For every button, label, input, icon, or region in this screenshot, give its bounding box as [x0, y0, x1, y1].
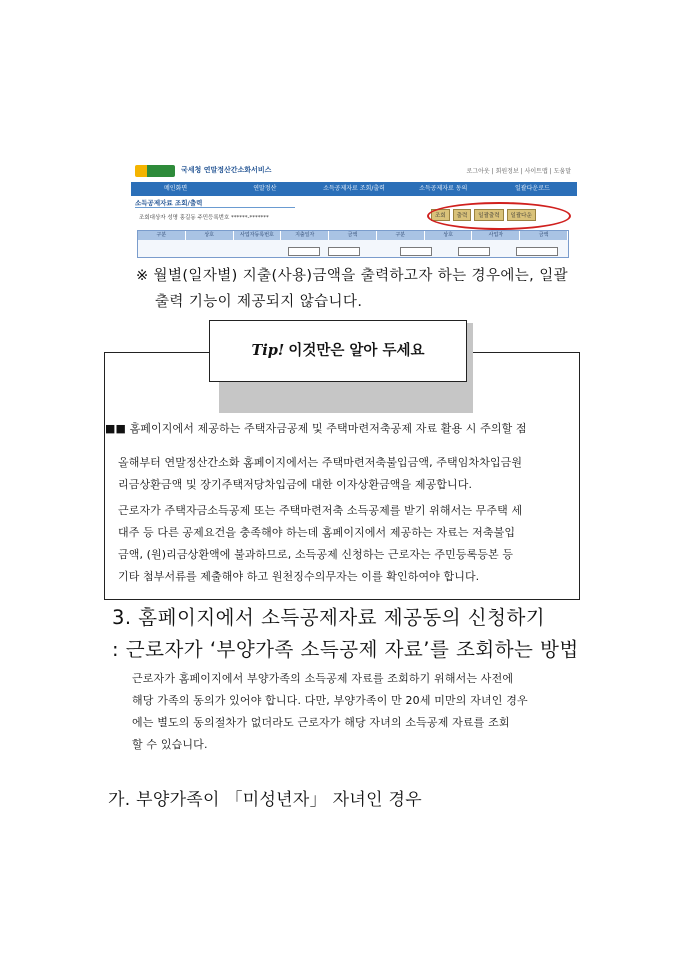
tip-paragraph-line: 금액, (원)리금상환액에 불과하므로, 소득공제 신청하는 근로자는 주민등록등본 등 — [118, 548, 514, 561]
tip-paragraph-line: 근로자가 주택자금소득공제 또는 주택마련저축 소득공제를 받기 위해서는 무주택 세 — [118, 504, 523, 517]
nav-item: 메인화면 — [164, 185, 188, 192]
body-line: 해당 가족의 동의가 있어야 합니다. 다만, 부양가족이 만 20세 미만의 자녀인 경우 — [132, 694, 528, 707]
table-amount-cell — [458, 247, 490, 256]
tip-paragraph-line: 기타 첨부서류를 제출해야 하고 원천징수의무자는 이를 확인하여야 합니다. — [118, 570, 480, 583]
nav-item: 소득공제자료 조회/출력 — [323, 185, 385, 192]
tip-title — [209, 320, 467, 382]
table-amount-cell — [288, 247, 320, 256]
tip-paragraph-line: 올해부터 연말정산간소화 홈페이지에서는 주택마련저축불입금액, 주택임차차입금원 — [118, 456, 523, 469]
body-line: 할 수 있습니다. — [132, 738, 208, 751]
body-line: 근로자가 홈페이지에서 부양가족의 소득공제 자료를 조회하기 위해서는 사전에 — [132, 672, 514, 685]
screenshot-nav — [131, 182, 577, 196]
screenshot-info-line: 조회대상자 성명 홍길동 주민등록번호 ******-******* — [139, 215, 269, 221]
body-line: 에는 별도의 동의절차가 없더라도 근로자가 해당 자녀의 소득공제 자료를 조회 — [132, 716, 510, 729]
embedded-screenshot — [131, 160, 577, 260]
table-header-cell: 사업자등록번호 — [234, 231, 282, 240]
table-header-cell: 상호 — [425, 231, 473, 240]
subsection-title: 가. 부양가족이 「미성년자」 자녀인 경우 — [108, 790, 422, 810]
nav-item: 일괄다운로드 — [515, 185, 550, 192]
note-line: ※ 월별(일자별) 지출(사용)금액을 출력하고자 하는 경우에는, 일괄 — [136, 268, 569, 284]
table-header-cell: 금액 — [329, 231, 377, 240]
print-button: 출력 — [453, 209, 472, 221]
section-subtitle: : 근로자가 ‘부양가족 소득공제 자료’를 조회하는 방법 — [112, 638, 579, 661]
tip-heading: ■■ 홈페이지에서 제공하는 주택자금공제 및 주택마련저축공제 자료 활용 시 주의할 점 — [105, 422, 527, 435]
table-amount-cell — [328, 247, 360, 256]
tip-title-text: 이것만은 알아 두세요 — [288, 343, 425, 359]
screenshot-table-header — [138, 231, 568, 240]
table-header-cell: 상호 — [186, 231, 234, 240]
nav-item: 연말정산 — [253, 185, 277, 192]
note-line: 출력 기능이 제공되지 않습니다. — [155, 294, 363, 310]
tip-prefix: Tip! — [251, 342, 285, 359]
table-header-cell: 구분 — [377, 231, 425, 240]
table-header-cell: 구분 — [138, 231, 186, 240]
table-header-cell: 금액 — [520, 231, 568, 240]
tip-paragraph-line: 리금상환금액 및 장기주택저당차입금에 대한 이자상환금액을 제공합니다. — [118, 478, 473, 491]
batch-download-button: 일괄다운 — [507, 209, 536, 221]
batch-print-button: 일괄출력 — [474, 209, 503, 221]
nts-logo — [135, 165, 175, 177]
highlight-oval — [427, 202, 571, 230]
screenshot-site-title: 국세청 연말정산간소화서비스 — [181, 166, 272, 174]
table-header-cell: 사업자 — [472, 231, 520, 240]
table-amount-cell — [516, 247, 558, 256]
screenshot-util-links: 로그아웃 | 회원정보 | 사이트맵 | 도움말 — [466, 168, 571, 175]
nav-item: 소득공제자료 동의 — [419, 185, 468, 192]
section-title: 3. 홈페이지에서 소득공제자료 제공동의 신청하기 — [112, 606, 546, 629]
screenshot-breadcrumb: 소득공제자료 조회/출력 — [135, 198, 295, 208]
table-header-cell: 지출일자 — [281, 231, 329, 240]
tip-paragraph-line: 대주 등 다른 공제요건을 충족해야 하는데 홈페이지에서 제공하는 자료는 저축불입 — [118, 526, 516, 539]
table-amount-cell — [400, 247, 432, 256]
view-button: 조회 — [431, 209, 450, 221]
screenshot-header — [131, 160, 577, 183]
screenshot-table — [137, 230, 569, 258]
